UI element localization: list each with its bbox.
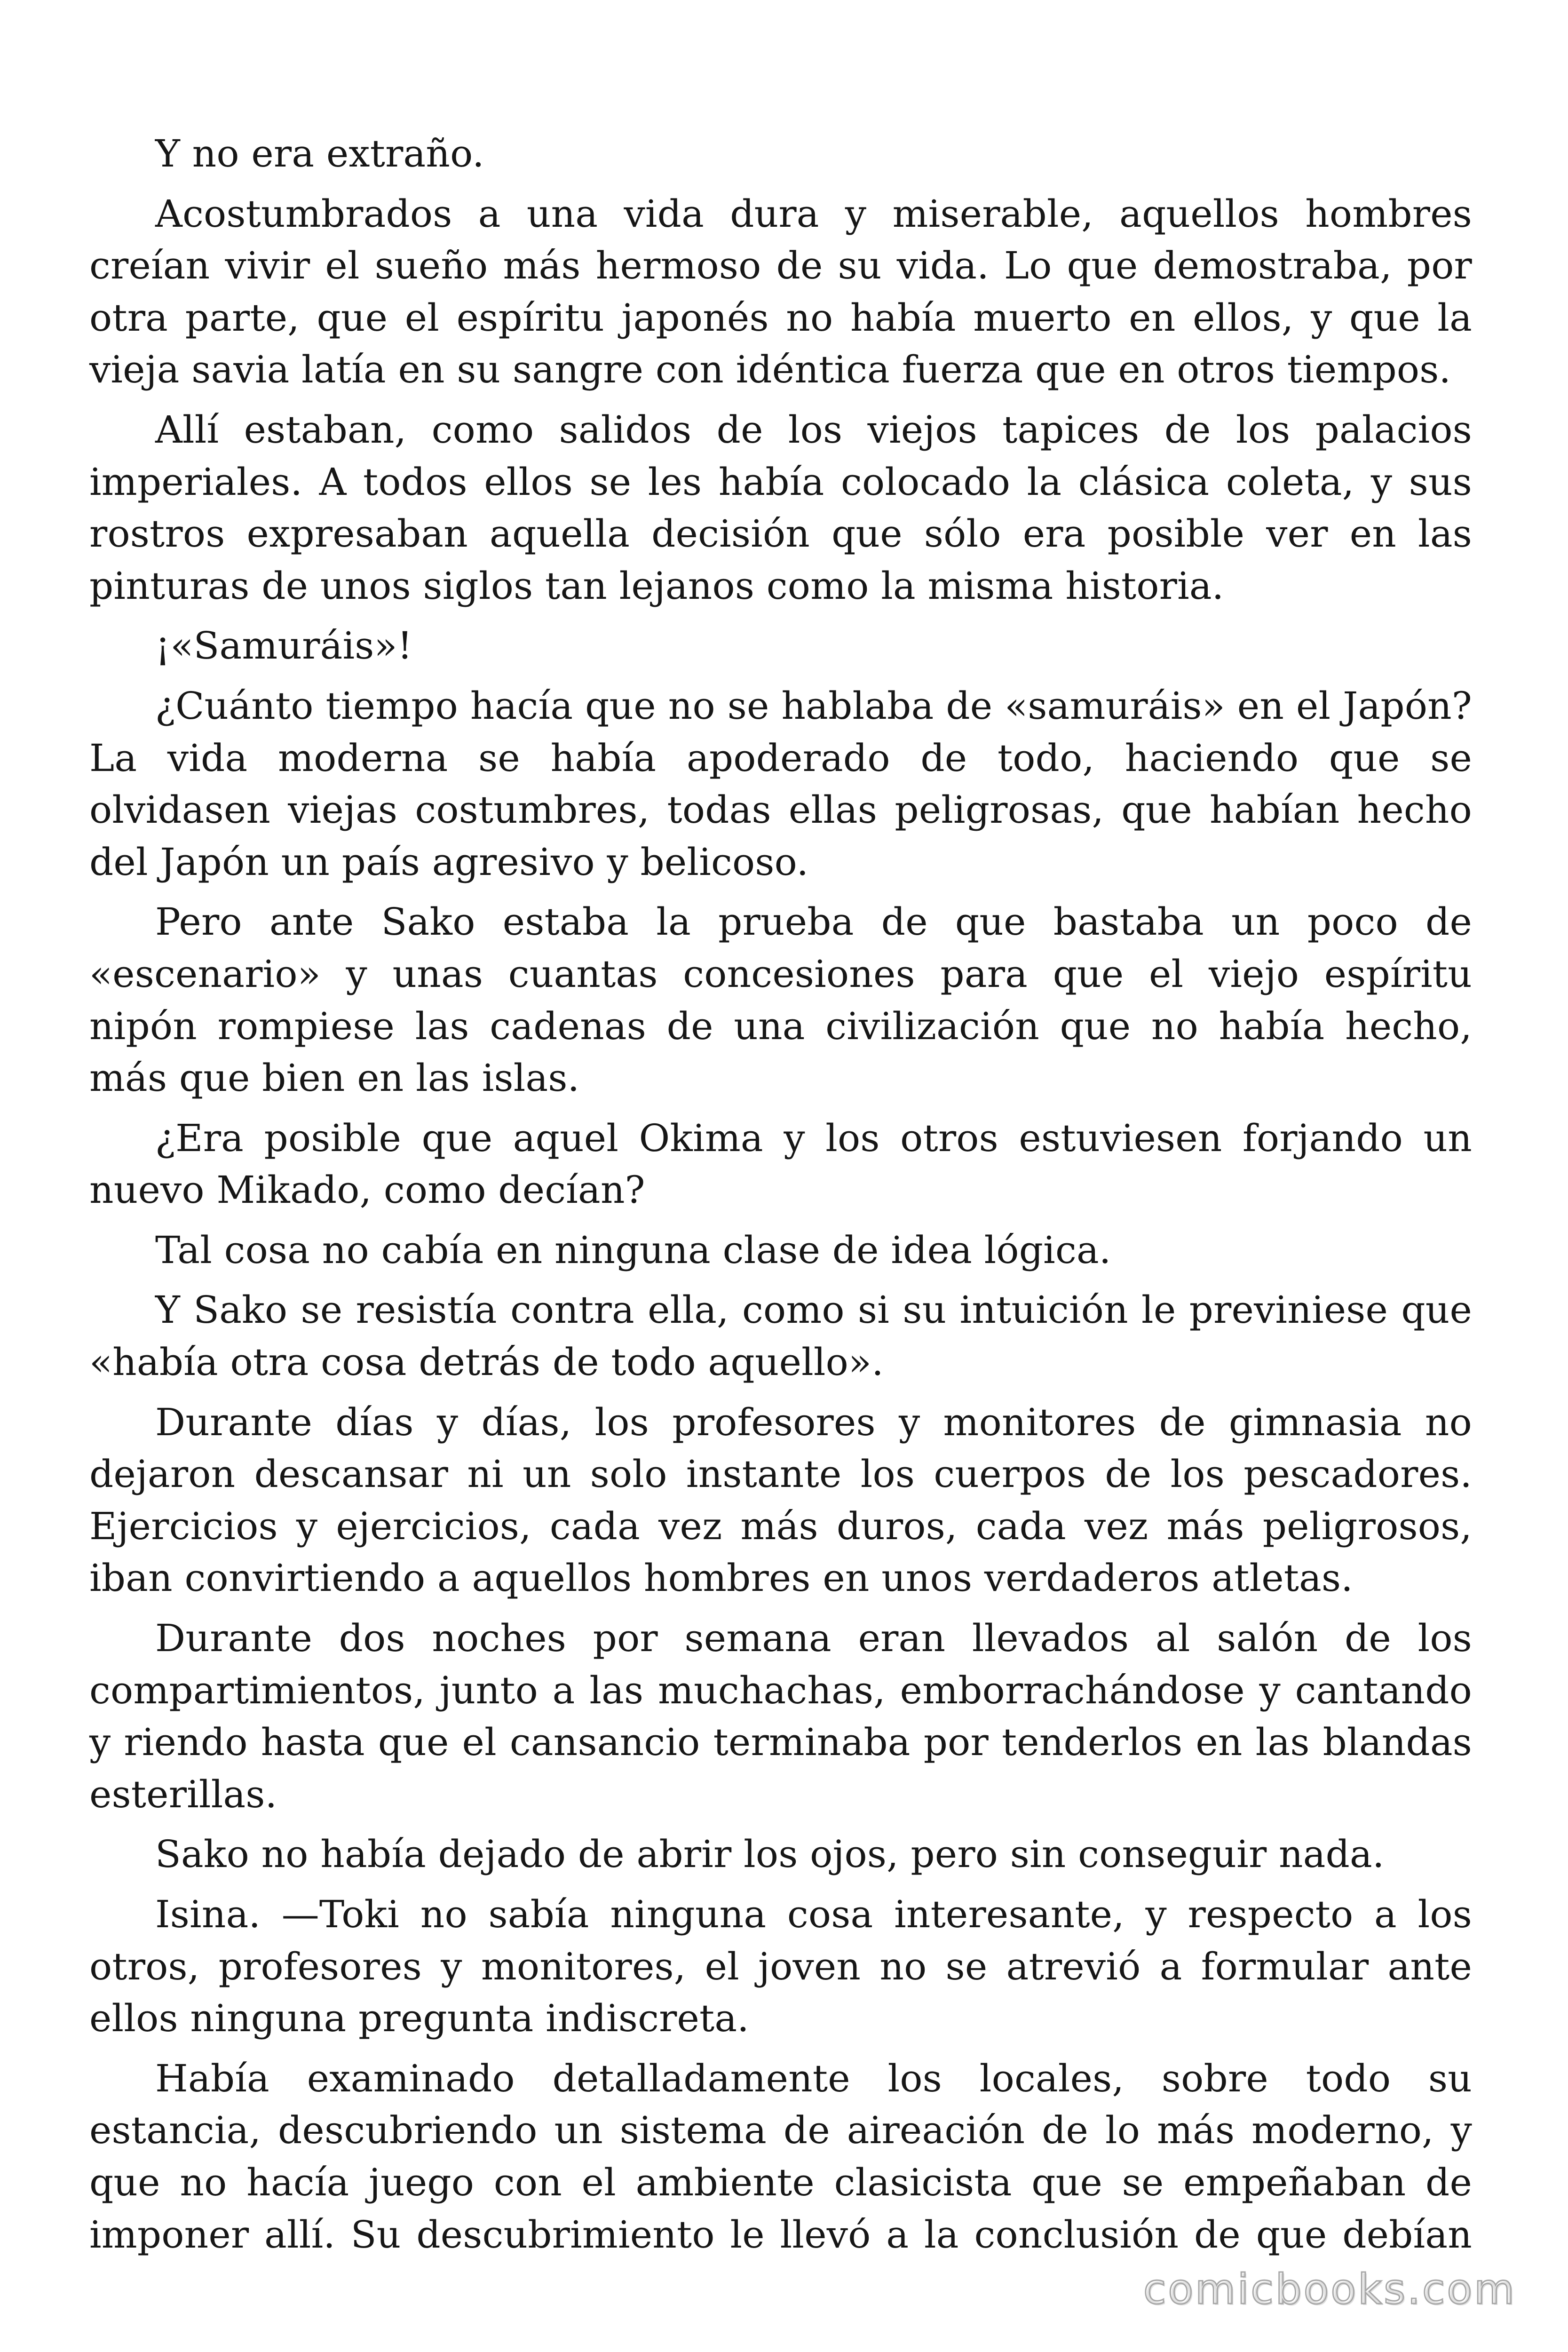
paragraph-7: ¿Era posible que aquel Okima y los otros estuviesen forjando un nuevo Mikado, como decían?: [89, 1116, 1472, 1212]
paragraph-14: Había examinado detalladamente los locales, sobre todo su estancia, descubriendo un sistema de aireación de lo más moderno, y que no hacía juego con el ambiente clasicista que se empeñaban de imponer allí. Su descubrimiento le llevó a la conclusión de que debían: [89, 2056, 1472, 2257]
paragraph-5: ¿Cuánto tiempo hacía que no se hablaba de «samuráis» en el Japón? La vida moderna se había apoderado de todo, haciendo que se olvidasen viejas costumbres, todas ellas peligrosas, que habían hecho del Japón un país agresivo y belicoso.: [89, 683, 1472, 884]
watermark: comicbooks.com: [1143, 2265, 1516, 2313]
paragraph-8: Tal cosa no cabía en ninguna clase de idea lógica.: [155, 1228, 1111, 1272]
paragraph-4: ¡«Samuráis»!: [155, 624, 413, 668]
paragraph-12: Sako no había dejado de abrir los ojos, pero sin conseguir nada.: [155, 1832, 1385, 1876]
paragraph-10: Durante días y días, los profesores y monitores de gimnasia no dejaron descansar ni un solo instante los cuerpos de los pescadores. Ejercicios y ejercicios, cada vez más duros, cada vez más peligrosos, iban convirtiendo a aquellos hombres en unos verdaderos atletas.: [89, 1400, 1472, 1600]
paragraph-11: Durante dos noches por semana eran llevados al salón de los compartimientos, junto a las muchachas, emborrachándose y cantando y riendo hasta que el cansancio terminaba por tenderlos en las blandas esterillas.: [89, 1616, 1472, 1816]
paragraph-3: Allí estaban, como salidos de los viejos tapices de los palacios imperiales. A todos ellos se les había colocado la clásica coleta, y sus rostros expresaban aquella decisión que sólo era posible ver en las pinturas de unos siglos tan lejanos como la misma historia.: [89, 407, 1472, 608]
paragraph-1: Y no era extraño.: [155, 132, 484, 175]
paragraph-2: Acostumbrados a una vida dura y miserable, aquellos hombres creían vivir el sueño más hermoso de su vida. Lo que demostraba, por otra parte, que el espíritu japonés no había muerto en ellos, y que la vieja savia latía en su sangre con idéntica fuerza que en otros tiempos.: [89, 191, 1472, 392]
book-page-text: [89, 128, 1472, 2269]
paragraph-9: Y Sako se resistía contra ella, como si su intuición le previniese que «había otra cosa detrás de todo aquello».: [89, 1288, 1472, 1384]
paragraph-6: Pero ante Sako estaba la prueba de que bastaba un poco de «escenario» y unas cuantas concesiones para que el viejo espíritu nipón rompiese las cadenas de una civilización que no había hecho, más que bien en las islas.: [89, 900, 1472, 1100]
paragraph-13: Isina. —Toki no sabía ninguna cosa interesante, y respecto a los otros, profesores y monitores, el joven no se atrevió a formular ante ellos ninguna pregunta indiscreta.: [89, 1892, 1472, 2041]
